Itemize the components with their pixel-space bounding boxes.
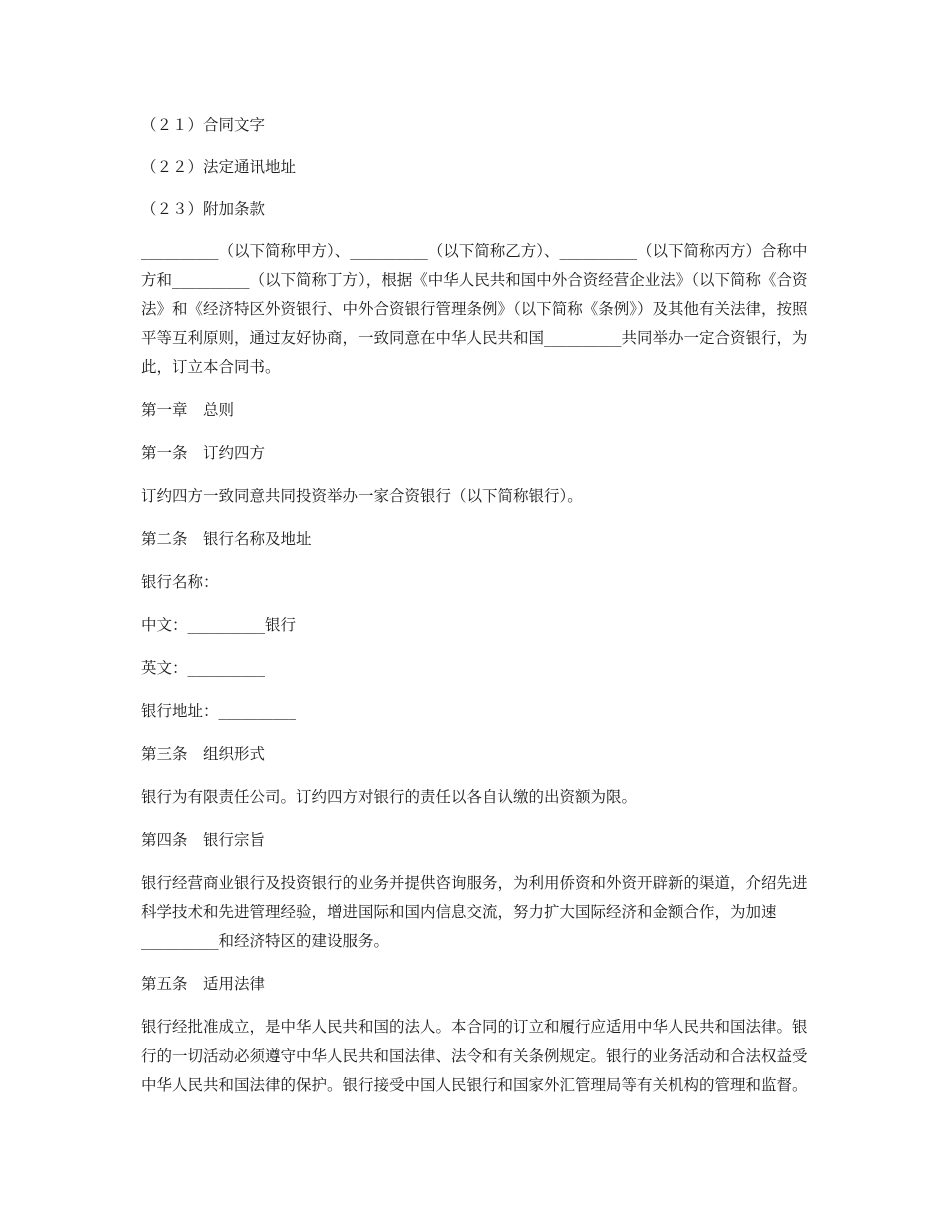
article-4-heading: 第四条 银行宗旨 [141,831,266,849]
chapter-1-heading: 第一章 总则 [141,401,235,419]
article-1-heading: 第一条 订约四方 [141,444,266,462]
item-21: （２１）合同文字 [141,116,266,134]
article-5-body: 银行经批准成立，是中华人民共和国的法人。本合同的订立和履行应适用中华人民共和国法律。银行的一切活动必须遵守中华人民共和国法律、法令和有关条例规定。银行的业务活动和合法权益受中华人民共和国法律的保护。银行接受中国人民银行和国家外汇管理局等有关机构的管理和监督。 [141,1018,808,1094]
item-22: （２２）法定通讯地址 [141,158,297,176]
article-3-heading: 第三条 组织形式 [141,745,266,763]
preamble-paragraph: __________（以下简称甲方）、__________（以下简称乙方）、__________（以下简称丙方）合称中方和__________（以下简称丁方），根据《中华人民共和国中外合资经营企业法》（以下简称《合资法》和《经济特区外资银行、中外合资银行管理条例》（以下简称《条例》）及其他有关法律，按照平等互利原则，通过友好协商，一致同意在中华人民共和国__________共同举办一定合资银行，为此，订立本合同书。 [141,242,808,376]
bank-name-label: 银行名称： [141,573,219,591]
bank-address: 银行地址：__________ [141,702,297,720]
article-1-body: 订约四方一致同意共同投资举办一家合资银行（以下简称银行）。 [141,487,583,505]
article-2-heading: 第二条 银行名称及地址 [141,530,312,548]
document-page [141,111,809,1100]
bank-name-chinese: 中文：__________银行 [141,616,297,634]
article-5-heading: 第五条 适用法律 [141,975,266,993]
bank-name-english: 英文：__________ [141,659,266,677]
article-3-body: 银行为有限责任公司。订约四方对银行的责任以各自认缴的出资额为限。 [141,788,638,806]
item-23: （２３）附加条款 [141,200,266,218]
article-4-body: 银行经营商业银行及投资银行的业务并提供咨询服务，为利用侨资和外资开辟新的渠道，介绍先进科学技术和先进管理经验，增进国际和国内信息交流，努力扩大国际经济和金额合作，为加速__________和经济特区的建设服务。 [141,874,808,950]
